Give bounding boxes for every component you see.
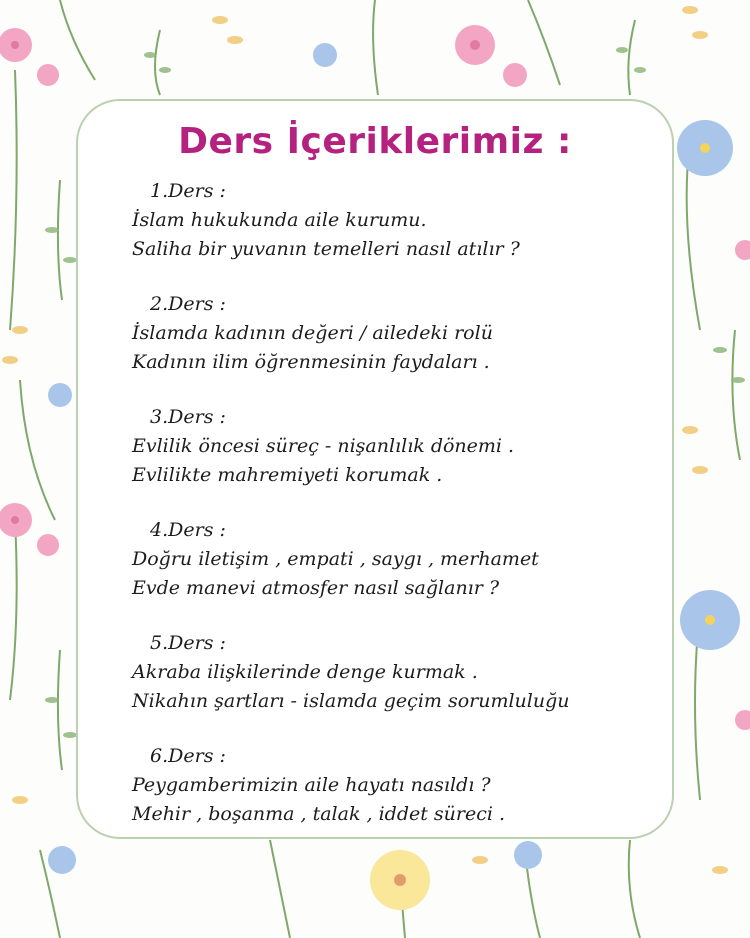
- lesson-line: Kadının ilim öğrenmesinin faydaları .: [132, 351, 490, 373]
- lesson-line: Akraba ilişkilerinde denge kurmak .: [132, 661, 478, 683]
- lesson-1: [132, 177, 652, 264]
- page-title: Ders İçeriklerimiz :: [178, 121, 572, 162]
- lesson-5: [132, 629, 652, 716]
- lesson-line: İslamda kadının değeri / ailedeki rolü: [132, 322, 493, 344]
- lesson-line: Evde manevi atmosfer nasıl sağlanır ?: [132, 577, 500, 599]
- lesson-4: [132, 516, 652, 603]
- lesson-3: [132, 403, 652, 490]
- lesson-label: 2.Ders :: [150, 293, 226, 315]
- lesson-6: [132, 742, 652, 829]
- lesson-line: İslam hukukunda aile kurumu.: [132, 209, 427, 231]
- lesson-card: [76, 99, 674, 839]
- lesson-line: Doğru iletişim , empati , saygı , merhamet: [132, 548, 539, 570]
- lesson-label: 4.Ders :: [150, 519, 226, 541]
- lesson-line: Mehir , boşanma , talak , iddet süreci .: [132, 803, 506, 825]
- lesson-label: 1.Ders :: [150, 180, 226, 202]
- lesson-2: [132, 290, 652, 377]
- lesson-line: Saliha bir yuvanın temelleri nasıl atılır ?: [132, 238, 520, 260]
- lesson-line: Evlilik öncesi süreç - nişanlılık dönemi .: [132, 435, 515, 457]
- lesson-line: Nikahın şartları - islamda geçim sorumluluğu: [132, 690, 570, 712]
- lesson-line: Evlilikte mahremiyeti korumak .: [132, 464, 443, 486]
- lesson-line: Peygamberimizin aile hayatı nasıldı ?: [132, 774, 491, 796]
- lesson-label: 3.Ders :: [150, 406, 226, 428]
- lesson-label: 5.Ders :: [150, 632, 226, 654]
- lesson-label: 6.Ders :: [150, 745, 226, 767]
